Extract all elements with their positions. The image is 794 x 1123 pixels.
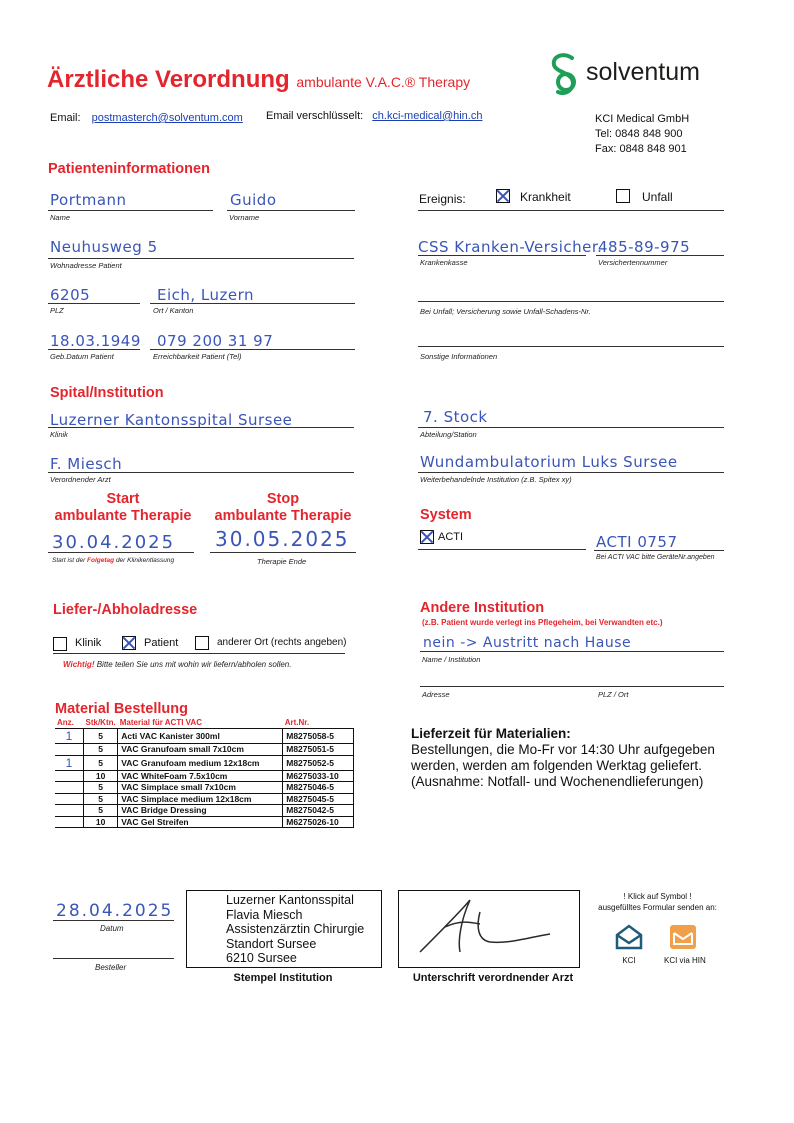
- material-cell-art: M8275051-5: [283, 744, 354, 756]
- unterschrift-label: Unterschrift verordnender Arzt: [412, 972, 574, 984]
- andere-plz-label: PLZ / Ort: [598, 690, 629, 699]
- start-date-value[interactable]: 30.04.2025: [52, 532, 176, 553]
- material-cell-art: M8275046-5: [283, 782, 354, 794]
- company-name: KCI Medical GmbH: [595, 113, 690, 125]
- col-anz: Anz.: [57, 718, 74, 727]
- material-heading: Material Bestellung: [55, 701, 188, 717]
- material-cell-art: M6275033-10: [283, 770, 354, 782]
- lieferzeit-heading: Lieferzeit für Materialien:: [411, 726, 571, 741]
- email-enc-label: Email verschlüsselt:: [266, 110, 364, 122]
- patient-geb-value[interactable]: 18.03.1949: [50, 332, 141, 350]
- col-artnr: Art.Nr.: [284, 718, 310, 727]
- form-title: [47, 66, 470, 94]
- material-row: [55, 770, 354, 782]
- material-row: [55, 755, 354, 770]
- material-cell-art: M8275052-5: [283, 755, 354, 770]
- krankheit-label: Krankheit: [520, 190, 571, 204]
- material-cell-stk: 5: [84, 793, 118, 805]
- material-cell-stk: 5: [84, 744, 118, 756]
- start-heading-2: ambulante Therapie: [54, 508, 192, 524]
- liefer-anderer-checkbox[interactable]: [195, 636, 209, 650]
- lieferzeit-block: [411, 726, 715, 790]
- secure-mail-icon: [668, 923, 698, 951]
- liefer-klinik-checkbox[interactable]: [53, 637, 67, 651]
- spital-heading: Spital/Institution: [50, 385, 164, 401]
- email-link[interactable]: postmasterch@solventum.com: [91, 112, 243, 124]
- material-cell-stk: 5: [84, 755, 118, 770]
- klinik-label: Klinik: [50, 430, 68, 439]
- weiter-value[interactable]: Wundambulatorium Luks Sursee: [420, 453, 678, 471]
- material-cell-stk: 10: [84, 770, 118, 782]
- signature-drawing: [400, 892, 576, 964]
- patient-tel-value[interactable]: 079 200 31 97: [157, 332, 274, 350]
- datum-label: Datum: [100, 924, 124, 933]
- versichertennr-label: Versichertennummer: [598, 258, 668, 267]
- krankheit-checkbox[interactable]: [496, 189, 510, 203]
- mail-icon: [614, 923, 644, 951]
- material-row: [55, 805, 354, 817]
- material-cell-anz[interactable]: [55, 805, 84, 817]
- liefer-patient-checkbox[interactable]: [122, 636, 136, 650]
- material-cell-name: VAC Granufoam medium 12x18cm: [118, 755, 283, 770]
- material-cell-name: VAC Simplace medium 12x18cm: [118, 793, 283, 805]
- title-main: Ärztliche Verordnung: [47, 66, 290, 93]
- kci-hin-send-button[interactable]: [664, 923, 706, 965]
- liefer-klinik-label: Klinik: [75, 637, 102, 649]
- krankenkasse-label: Krankenkasse: [420, 258, 468, 267]
- weiter-label: Weiterbehandelnde Institution (z.B. Spitex xy): [420, 475, 572, 484]
- kci-label: KCI: [622, 956, 636, 965]
- datum-value[interactable]: 28.04.2025: [56, 901, 174, 921]
- material-cell-name: VAC Bridge Dressing: [118, 805, 283, 817]
- patient-plz-value[interactable]: 6205: [50, 286, 91, 304]
- email-label: Email:: [50, 112, 81, 124]
- patient-ort-value[interactable]: Eich, Luzern: [157, 286, 255, 304]
- material-cell-art: M8275042-5: [283, 805, 354, 817]
- material-cell-anz[interactable]: 1: [55, 755, 84, 770]
- start-heading: [50, 491, 196, 525]
- material-cell-anz[interactable]: [55, 793, 84, 805]
- start-heading-1: Start: [106, 491, 140, 507]
- patient-geb-label: Geb.Datum Patient: [50, 352, 114, 361]
- andere-sub: (z.B. Patient wurde verlegt ins Pflegeheim, bei Verwandten etc.): [422, 618, 663, 627]
- material-cell-anz[interactable]: 1: [55, 729, 84, 744]
- email-enc-row: [266, 110, 482, 122]
- system-heading: System: [420, 507, 472, 523]
- liefer-patient-label: Patient: [144, 637, 179, 649]
- ereignis-label: Ereignis:: [419, 192, 466, 206]
- lieferzeit-line-3: (Ausnahme: Notfall- und Wochenendlieferungen): [411, 774, 704, 789]
- abteilung-label: Abteilung/Station: [420, 430, 477, 439]
- arzt-label: Verordnender Arzt: [50, 475, 111, 484]
- company-fax: Fax: 0848 848 901: [595, 143, 687, 155]
- andere-value[interactable]: nein -> Austritt nach Hause: [423, 635, 632, 651]
- material-cell-stk: 10: [84, 816, 118, 828]
- email-row: [50, 112, 243, 124]
- patient-vorname-label: Vorname: [229, 213, 260, 222]
- company-tel: Tel: 0848 848 900: [595, 128, 683, 140]
- col-stk: Stk/Ktn.: [85, 718, 116, 727]
- material-cell-name: VAC Granufoam small 7x10cm: [118, 744, 283, 756]
- unfall-checkbox[interactable]: [616, 189, 630, 203]
- material-cell-stk: 5: [84, 729, 118, 744]
- patient-vorname-value[interactable]: Guido: [230, 191, 277, 209]
- stop-date-value[interactable]: 30.05.2025: [215, 527, 350, 551]
- besteller-label: Besteller: [95, 963, 127, 972]
- material-cell-anz[interactable]: [55, 816, 84, 828]
- material-row: [55, 729, 354, 744]
- solventum-logo: [546, 52, 586, 103]
- stop-heading: [210, 491, 356, 525]
- material-table: [55, 717, 354, 828]
- patient-ort-label: Ort / Kanton: [153, 306, 194, 315]
- send-hint: ! Klick auf Symbol ! ausgefülltes Formular senden an:: [598, 892, 717, 912]
- material-row: [55, 782, 354, 794]
- material-cell-art: M8275045-5: [283, 793, 354, 805]
- unfall-vers-label: Bei Unfall; Versicherung sowie Unfall-Schadens-Nr.: [420, 307, 591, 316]
- patient-adresse-label: Wohnadresse Patient: [50, 261, 122, 270]
- andere-name-label: Name / Institution: [422, 655, 481, 664]
- col-material: Material für ACTI VAC: [119, 718, 202, 727]
- patient-heading: Patienteninformationen: [48, 161, 210, 177]
- email-enc-link[interactable]: ch.kci-medical@hin.ch: [372, 110, 483, 122]
- stempel-label: Stempel Institution: [233, 972, 333, 984]
- liefer-heading: Liefer-/Abholadresse: [53, 602, 198, 618]
- stempel-text: Luzerner Kantonsspital Flavia Miesch Assistenzärztin Chirurgie Standort Sursee 6210 Sursee: [226, 893, 365, 965]
- patient-name-value[interactable]: Portmann: [50, 191, 127, 209]
- patient-tel-label: Erreichbarkeit Patient (Tel): [153, 352, 242, 361]
- material-row: [55, 793, 354, 805]
- kci-hin-label: KCI via HIN: [664, 956, 706, 965]
- andere-heading: Andere Institution: [420, 600, 545, 616]
- material-cell-name: VAC Gel Streifen: [118, 816, 283, 828]
- arzt-value[interactable]: F. Miesch: [50, 455, 123, 473]
- abteilung-value[interactable]: 7. Stock: [423, 408, 488, 426]
- stop-date-label: Therapie Ende: [257, 557, 307, 566]
- patient-plz-label: PLZ: [50, 306, 64, 315]
- versichertennr-value[interactable]: 485-89-975: [598, 238, 691, 256]
- unfall-label: Unfall: [642, 190, 673, 204]
- acti-nr-value[interactable]: ACTI 0757: [596, 533, 678, 551]
- krankenkasse-value[interactable]: CSS Kranken-Versicher.: [418, 238, 603, 256]
- klinik-value[interactable]: Luzerner Kantonsspital Sursee: [50, 411, 293, 429]
- patient-adresse-value[interactable]: Neuhusweg 5: [50, 238, 158, 256]
- stop-heading-1: Stop: [266, 491, 300, 507]
- patient-name-label: Name: [50, 213, 71, 222]
- andere-adresse-label: Adresse: [422, 690, 450, 699]
- solventum-logo-icon: [546, 52, 586, 98]
- title-sub: ambulante V.A.C.® Therapy: [296, 74, 471, 90]
- brand-name: solventum: [586, 58, 700, 86]
- material-cell-name: Acti VAC Kanister 300ml: [118, 729, 283, 744]
- material-cell-anz[interactable]: [55, 770, 84, 782]
- lieferzeit-line-2: werden, werden am folgenden Werktag geliefert.: [411, 758, 702, 773]
- liefer-anderer-label: anderer Ort (rechts angeben): [217, 637, 347, 648]
- company-contact: [595, 112, 689, 157]
- material-cell-anz[interactable]: [55, 744, 84, 756]
- material-cell-name: VAC Simplace small 7x10cm: [118, 782, 283, 794]
- sonstige-label: Sonstige Informationen: [420, 352, 498, 361]
- material-row: [55, 816, 354, 828]
- start-note: Start ist der Folgetag der Klinikentlassung: [52, 557, 175, 564]
- acti-label: ACTI: [438, 531, 464, 543]
- material-cell-anz[interactable]: [55, 782, 84, 794]
- material-row: [55, 744, 354, 756]
- acti-checkbox[interactable]: [420, 530, 434, 544]
- material-cell-stk: 5: [84, 805, 118, 817]
- material-cell-art: M6275026-10: [283, 816, 354, 828]
- acti-nr-label: Bei ACTI VAC bitte GeräteNr.angeben: [596, 554, 715, 561]
- kci-send-button[interactable]: [614, 923, 644, 965]
- material-cell-stk: 5: [84, 782, 118, 794]
- stop-heading-2: ambulante Therapie: [214, 508, 352, 524]
- material-table-header: [55, 717, 354, 729]
- material-cell-art: M8275058-5: [283, 729, 354, 744]
- liefer-hinweis: Wichtig! Bitte teilen Sie uns mit wohin wir liefern/abholen sollen.: [63, 660, 292, 669]
- lieferzeit-line-1: Bestellungen, die Mo-Fr vor 14:30 Uhr aufgegeben: [411, 742, 715, 757]
- material-cell-name: VAC WhiteFoam 7.5x10cm: [118, 770, 283, 782]
